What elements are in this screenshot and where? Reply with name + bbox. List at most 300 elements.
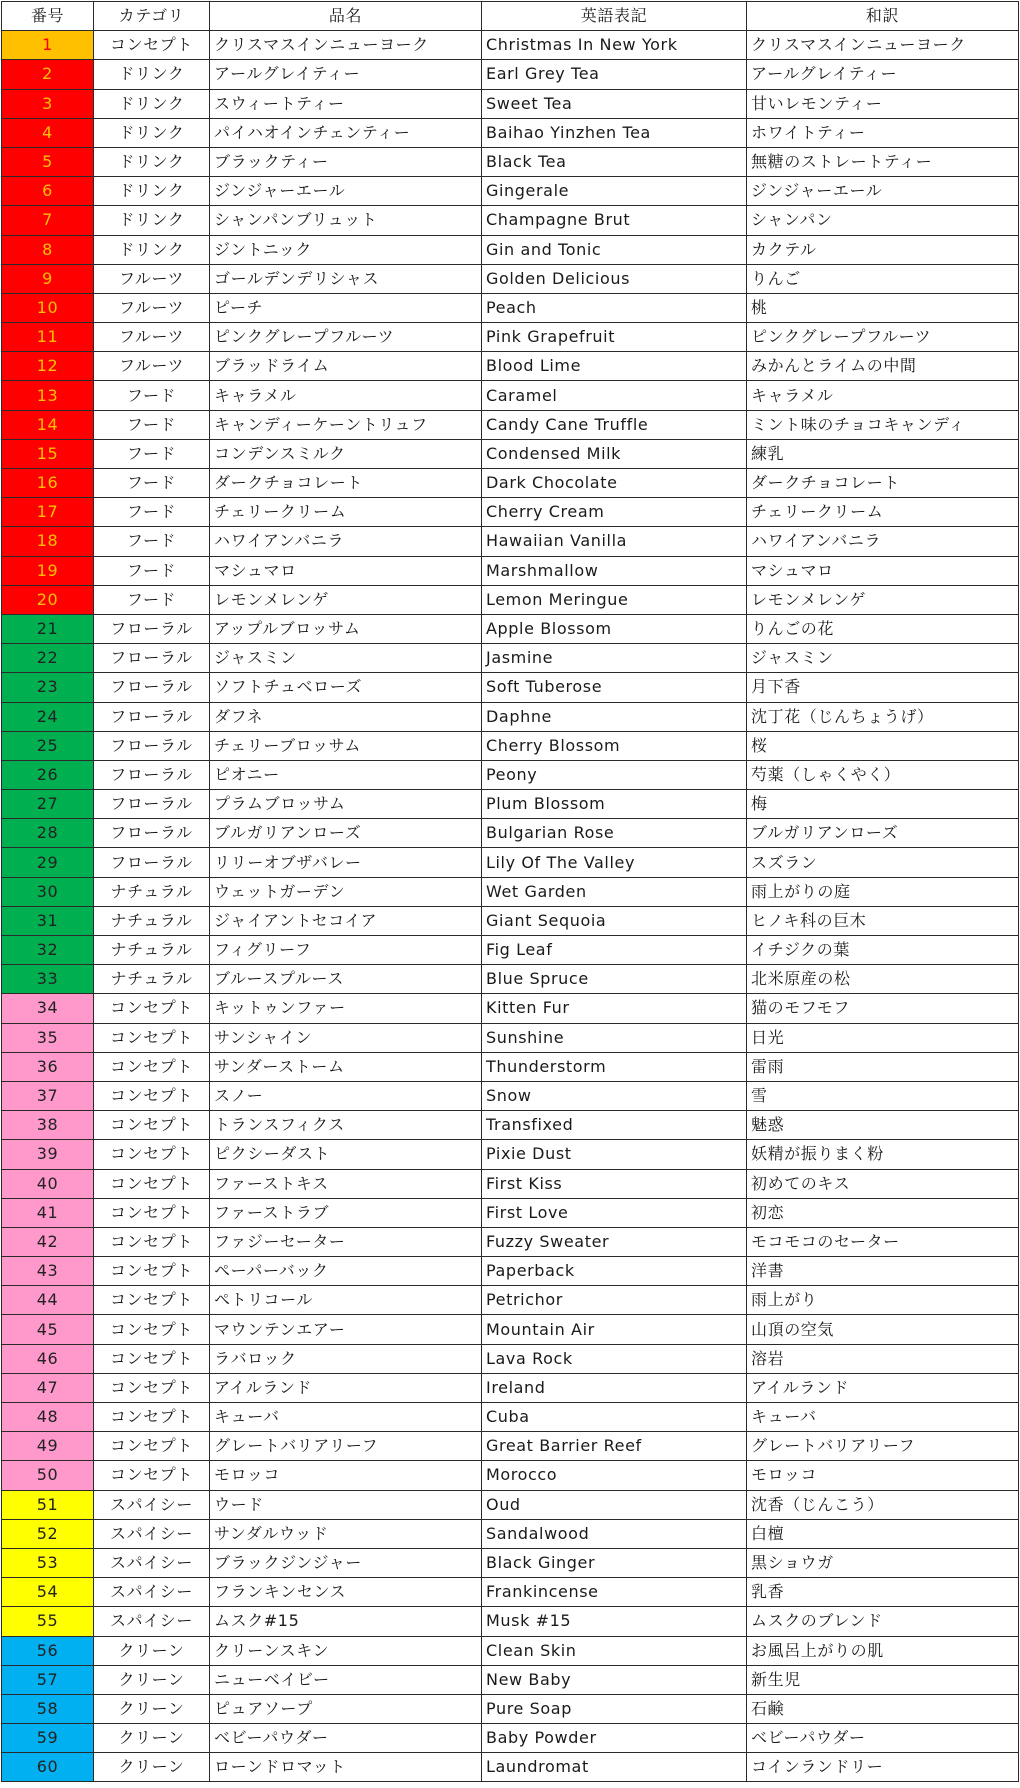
- japanese-translation-cell[interactable]: 練乳: [747, 439, 1019, 468]
- english-name-cell[interactable]: New Baby: [482, 1665, 747, 1694]
- row-number-cell[interactable]: 26: [2, 760, 94, 789]
- header-product-name[interactable]: 品名: [210, 2, 482, 31]
- category-cell[interactable]: コンセプト: [94, 994, 210, 1023]
- row-number-cell[interactable]: 42: [2, 1227, 94, 1256]
- product-name-cell[interactable]: ベビーパウダー: [210, 1724, 482, 1753]
- category-cell[interactable]: コンセプト: [94, 1023, 210, 1052]
- row-number-cell[interactable]: 51: [2, 1490, 94, 1519]
- row-number-cell[interactable]: 44: [2, 1286, 94, 1315]
- japanese-translation-cell[interactable]: 妖精が振りまく粉: [747, 1140, 1019, 1169]
- row-number-cell[interactable]: 50: [2, 1461, 94, 1490]
- product-name-cell[interactable]: チェリーブロッサム: [210, 731, 482, 760]
- row-number-cell[interactable]: 15: [2, 439, 94, 468]
- japanese-translation-cell[interactable]: ブルガリアンローズ: [747, 819, 1019, 848]
- row-number-cell[interactable]: 4: [2, 118, 94, 147]
- english-name-cell[interactable]: Caramel: [482, 381, 747, 410]
- row-number-cell[interactable]: 55: [2, 1607, 94, 1636]
- category-cell[interactable]: スパイシー: [94, 1548, 210, 1577]
- category-cell[interactable]: フローラル: [94, 819, 210, 848]
- row-number-cell[interactable]: 6: [2, 177, 94, 206]
- japanese-translation-cell[interactable]: ヒノキ科の巨木: [747, 906, 1019, 935]
- english-name-cell[interactable]: Pure Soap: [482, 1694, 747, 1723]
- product-name-cell[interactable]: サンシャイン: [210, 1023, 482, 1052]
- english-name-cell[interactable]: Gingerale: [482, 177, 747, 206]
- category-cell[interactable]: コンセプト: [94, 1052, 210, 1081]
- row-number-cell[interactable]: 46: [2, 1344, 94, 1373]
- row-number-cell[interactable]: 18: [2, 527, 94, 556]
- product-name-cell[interactable]: ブルガリアンローズ: [210, 819, 482, 848]
- category-cell[interactable]: ナチュラル: [94, 906, 210, 935]
- category-cell[interactable]: フード: [94, 439, 210, 468]
- product-name-cell[interactable]: ピュアソープ: [210, 1694, 482, 1723]
- row-number-cell[interactable]: 7: [2, 206, 94, 235]
- row-number-cell[interactable]: 54: [2, 1578, 94, 1607]
- japanese-translation-cell[interactable]: キューバ: [747, 1403, 1019, 1432]
- product-name-cell[interactable]: トランスフィクス: [210, 1111, 482, 1140]
- row-number-cell[interactable]: 29: [2, 848, 94, 877]
- japanese-translation-cell[interactable]: ムスクのブレンド: [747, 1607, 1019, 1636]
- category-cell[interactable]: フローラル: [94, 614, 210, 643]
- english-name-cell[interactable]: Peony: [482, 760, 747, 789]
- product-name-cell[interactable]: ウード: [210, 1490, 482, 1519]
- category-cell[interactable]: コンセプト: [94, 1315, 210, 1344]
- japanese-translation-cell[interactable]: ダークチョコレート: [747, 469, 1019, 498]
- product-name-cell[interactable]: ブラッドライム: [210, 352, 482, 381]
- row-number-cell[interactable]: 17: [2, 498, 94, 527]
- product-name-cell[interactable]: ファーストキス: [210, 1169, 482, 1198]
- row-number-cell[interactable]: 37: [2, 1081, 94, 1110]
- product-name-cell[interactable]: シャンパンブリュット: [210, 206, 482, 235]
- english-name-cell[interactable]: Sunshine: [482, 1023, 747, 1052]
- japanese-translation-cell[interactable]: 甘いレモンティー: [747, 89, 1019, 118]
- row-number-cell[interactable]: 58: [2, 1694, 94, 1723]
- product-name-cell[interactable]: レモンメレンゲ: [210, 585, 482, 614]
- category-cell[interactable]: コンセプト: [94, 1344, 210, 1373]
- row-number-cell[interactable]: 13: [2, 381, 94, 410]
- row-number-cell[interactable]: 33: [2, 965, 94, 994]
- row-number-cell[interactable]: 19: [2, 556, 94, 585]
- english-name-cell[interactable]: Blood Lime: [482, 352, 747, 381]
- japanese-translation-cell[interactable]: 桜: [747, 731, 1019, 760]
- japanese-translation-cell[interactable]: 沈丁花（じんちょうげ）: [747, 702, 1019, 731]
- row-number-cell[interactable]: 24: [2, 702, 94, 731]
- japanese-translation-cell[interactable]: ベビーパウダー: [747, 1724, 1019, 1753]
- header-category[interactable]: カテゴリ: [94, 2, 210, 31]
- product-name-cell[interactable]: キューバ: [210, 1403, 482, 1432]
- japanese-translation-cell[interactable]: 猫のモフモフ: [747, 994, 1019, 1023]
- category-cell[interactable]: フローラル: [94, 702, 210, 731]
- product-name-cell[interactable]: キットゥンファー: [210, 994, 482, 1023]
- row-number-cell[interactable]: 11: [2, 323, 94, 352]
- row-number-cell[interactable]: 2: [2, 60, 94, 89]
- product-name-cell[interactable]: ジンジャーエール: [210, 177, 482, 206]
- japanese-translation-cell[interactable]: コインランドリー: [747, 1753, 1019, 1782]
- category-cell[interactable]: クリーン: [94, 1724, 210, 1753]
- english-name-cell[interactable]: Plum Blossom: [482, 790, 747, 819]
- product-name-cell[interactable]: マシュマロ: [210, 556, 482, 585]
- japanese-translation-cell[interactable]: 梅: [747, 790, 1019, 819]
- english-name-cell[interactable]: Petrichor: [482, 1286, 747, 1315]
- japanese-translation-cell[interactable]: 沈香（じんこう）: [747, 1490, 1019, 1519]
- product-name-cell[interactable]: ピーチ: [210, 293, 482, 322]
- product-name-cell[interactable]: ペトリコール: [210, 1286, 482, 1315]
- category-cell[interactable]: コンセプト: [94, 1081, 210, 1110]
- english-name-cell[interactable]: Black Ginger: [482, 1548, 747, 1577]
- category-cell[interactable]: フード: [94, 498, 210, 527]
- japanese-translation-cell[interactable]: クリスマスインニューヨーク: [747, 31, 1019, 60]
- japanese-translation-cell[interactable]: ハワイアンバニラ: [747, 527, 1019, 556]
- japanese-translation-cell[interactable]: 白檀: [747, 1519, 1019, 1548]
- row-number-cell[interactable]: 32: [2, 936, 94, 965]
- row-number-cell[interactable]: 21: [2, 614, 94, 643]
- english-name-cell[interactable]: Great Barrier Reef: [482, 1432, 747, 1461]
- product-name-cell[interactable]: グレートバリアリーフ: [210, 1432, 482, 1461]
- product-name-cell[interactable]: クリーンスキン: [210, 1636, 482, 1665]
- category-cell[interactable]: フローラル: [94, 848, 210, 877]
- english-name-cell[interactable]: Frankincense: [482, 1578, 747, 1607]
- row-number-cell[interactable]: 8: [2, 235, 94, 264]
- japanese-translation-cell[interactable]: 洋書: [747, 1257, 1019, 1286]
- english-name-cell[interactable]: Paperback: [482, 1257, 747, 1286]
- category-cell[interactable]: フード: [94, 556, 210, 585]
- category-cell[interactable]: フード: [94, 410, 210, 439]
- row-number-cell[interactable]: 41: [2, 1198, 94, 1227]
- row-number-cell[interactable]: 3: [2, 89, 94, 118]
- japanese-translation-cell[interactable]: 溶岩: [747, 1344, 1019, 1373]
- row-number-cell[interactable]: 16: [2, 469, 94, 498]
- english-name-cell[interactable]: Jasmine: [482, 644, 747, 673]
- japanese-translation-cell[interactable]: イチジクの葉: [747, 936, 1019, 965]
- english-name-cell[interactable]: Fig Leaf: [482, 936, 747, 965]
- english-name-cell[interactable]: Thunderstorm: [482, 1052, 747, 1081]
- product-name-cell[interactable]: ジャスミン: [210, 644, 482, 673]
- japanese-translation-cell[interactable]: アイルランド: [747, 1373, 1019, 1402]
- japanese-translation-cell[interactable]: キャラメル: [747, 381, 1019, 410]
- english-name-cell[interactable]: Fuzzy Sweater: [482, 1227, 747, 1256]
- english-name-cell[interactable]: Apple Blossom: [482, 614, 747, 643]
- english-name-cell[interactable]: Daphne: [482, 702, 747, 731]
- row-number-cell[interactable]: 38: [2, 1111, 94, 1140]
- product-name-cell[interactable]: サンダーストーム: [210, 1052, 482, 1081]
- category-cell[interactable]: フード: [94, 527, 210, 556]
- japanese-translation-cell[interactable]: アールグレイティー: [747, 60, 1019, 89]
- category-cell[interactable]: スパイシー: [94, 1490, 210, 1519]
- row-number-cell[interactable]: 14: [2, 410, 94, 439]
- english-name-cell[interactable]: Christmas In New York: [482, 31, 747, 60]
- japanese-translation-cell[interactable]: 雨上がりの庭: [747, 877, 1019, 906]
- english-name-cell[interactable]: Champagne Brut: [482, 206, 747, 235]
- japanese-translation-cell[interactable]: モコモコのセーター: [747, 1227, 1019, 1256]
- japanese-translation-cell[interactable]: グレートバリアリーフ: [747, 1432, 1019, 1461]
- english-name-cell[interactable]: Cuba: [482, 1403, 747, 1432]
- category-cell[interactable]: ドリンク: [94, 177, 210, 206]
- japanese-translation-cell[interactable]: りんご: [747, 264, 1019, 293]
- english-name-cell[interactable]: Black Tea: [482, 147, 747, 176]
- category-cell[interactable]: クリーン: [94, 1665, 210, 1694]
- product-name-cell[interactable]: ジントニック: [210, 235, 482, 264]
- category-cell[interactable]: コンセプト: [94, 1227, 210, 1256]
- product-name-cell[interactable]: ブラックジンジャー: [210, 1548, 482, 1577]
- product-name-cell[interactable]: ハワイアンバニラ: [210, 527, 482, 556]
- row-number-cell[interactable]: 9: [2, 264, 94, 293]
- category-cell[interactable]: コンセプト: [94, 1257, 210, 1286]
- category-cell[interactable]: ドリンク: [94, 60, 210, 89]
- english-name-cell[interactable]: Cherry Cream: [482, 498, 747, 527]
- japanese-translation-cell[interactable]: 山頂の空気: [747, 1315, 1019, 1344]
- english-name-cell[interactable]: Snow: [482, 1081, 747, 1110]
- category-cell[interactable]: フード: [94, 585, 210, 614]
- product-name-cell[interactable]: フランキンセンス: [210, 1578, 482, 1607]
- category-cell[interactable]: フルーツ: [94, 293, 210, 322]
- english-name-cell[interactable]: Laundromat: [482, 1753, 747, 1782]
- japanese-translation-cell[interactable]: 桃: [747, 293, 1019, 322]
- japanese-translation-cell[interactable]: りんごの花: [747, 614, 1019, 643]
- japanese-translation-cell[interactable]: 北米原産の松: [747, 965, 1019, 994]
- category-cell[interactable]: コンセプト: [94, 1403, 210, 1432]
- product-name-cell[interactable]: ダフネ: [210, 702, 482, 731]
- product-name-cell[interactable]: キャンディーケーントリュフ: [210, 410, 482, 439]
- english-name-cell[interactable]: Kitten Fur: [482, 994, 747, 1023]
- row-number-cell[interactable]: 12: [2, 352, 94, 381]
- product-name-cell[interactable]: フィグリーフ: [210, 936, 482, 965]
- row-number-cell[interactable]: 36: [2, 1052, 94, 1081]
- row-number-cell[interactable]: 53: [2, 1548, 94, 1577]
- product-name-cell[interactable]: アイルランド: [210, 1373, 482, 1402]
- product-name-cell[interactable]: ピオニー: [210, 760, 482, 789]
- product-name-cell[interactable]: モロッコ: [210, 1461, 482, 1490]
- row-number-cell[interactable]: 20: [2, 585, 94, 614]
- product-name-cell[interactable]: スウィートティー: [210, 89, 482, 118]
- category-cell[interactable]: クリーン: [94, 1753, 210, 1782]
- category-cell[interactable]: ドリンク: [94, 118, 210, 147]
- product-name-cell[interactable]: ウェットガーデン: [210, 877, 482, 906]
- product-name-cell[interactable]: サンダルウッド: [210, 1519, 482, 1548]
- english-name-cell[interactable]: Transfixed: [482, 1111, 747, 1140]
- category-cell[interactable]: ドリンク: [94, 235, 210, 264]
- row-number-cell[interactable]: 34: [2, 994, 94, 1023]
- english-name-cell[interactable]: Pixie Dust: [482, 1140, 747, 1169]
- row-number-cell[interactable]: 31: [2, 906, 94, 935]
- japanese-translation-cell[interactable]: モロッコ: [747, 1461, 1019, 1490]
- header-number[interactable]: 番号: [2, 2, 94, 31]
- japanese-translation-cell[interactable]: 雪: [747, 1081, 1019, 1110]
- category-cell[interactable]: スパイシー: [94, 1578, 210, 1607]
- row-number-cell[interactable]: 35: [2, 1023, 94, 1052]
- category-cell[interactable]: コンセプト: [94, 1286, 210, 1315]
- product-name-cell[interactable]: ファーストラブ: [210, 1198, 482, 1227]
- category-cell[interactable]: スパイシー: [94, 1519, 210, 1548]
- japanese-translation-cell[interactable]: ミント味のチョコキャンディ: [747, 410, 1019, 439]
- japanese-translation-cell[interactable]: 初めてのキス: [747, 1169, 1019, 1198]
- english-name-cell[interactable]: Sweet Tea: [482, 89, 747, 118]
- row-number-cell[interactable]: 49: [2, 1432, 94, 1461]
- header-english-name[interactable]: 英語表記: [482, 2, 747, 31]
- product-name-cell[interactable]: プラムブロッサム: [210, 790, 482, 819]
- english-name-cell[interactable]: Gin and Tonic: [482, 235, 747, 264]
- category-cell[interactable]: コンセプト: [94, 1169, 210, 1198]
- row-number-cell[interactable]: 60: [2, 1753, 94, 1782]
- product-name-cell[interactable]: リリーオブザバレー: [210, 848, 482, 877]
- row-number-cell[interactable]: 43: [2, 1257, 94, 1286]
- category-cell[interactable]: コンセプト: [94, 1432, 210, 1461]
- english-name-cell[interactable]: Pink Grapefruit: [482, 323, 747, 352]
- product-name-cell[interactable]: アップルブロッサム: [210, 614, 482, 643]
- row-number-cell[interactable]: 40: [2, 1169, 94, 1198]
- english-name-cell[interactable]: Lava Rock: [482, 1344, 747, 1373]
- japanese-translation-cell[interactable]: チェリークリーム: [747, 498, 1019, 527]
- row-number-cell[interactable]: 52: [2, 1519, 94, 1548]
- english-name-cell[interactable]: Ireland: [482, 1373, 747, 1402]
- product-name-cell[interactable]: パイハオインチェンティー: [210, 118, 482, 147]
- category-cell[interactable]: コンセプト: [94, 1373, 210, 1402]
- japanese-translation-cell[interactable]: 月下香: [747, 673, 1019, 702]
- japanese-translation-cell[interactable]: ピンクグレープフルーツ: [747, 323, 1019, 352]
- english-name-cell[interactable]: Marshmallow: [482, 556, 747, 585]
- japanese-translation-cell[interactable]: 魅惑: [747, 1111, 1019, 1140]
- japanese-translation-cell[interactable]: ホワイトティー: [747, 118, 1019, 147]
- english-name-cell[interactable]: Condensed Milk: [482, 439, 747, 468]
- category-cell[interactable]: ドリンク: [94, 206, 210, 235]
- english-name-cell[interactable]: Bulgarian Rose: [482, 819, 747, 848]
- row-number-cell[interactable]: 45: [2, 1315, 94, 1344]
- category-cell[interactable]: ナチュラル: [94, 965, 210, 994]
- category-cell[interactable]: フード: [94, 469, 210, 498]
- row-number-cell[interactable]: 1: [2, 31, 94, 60]
- category-cell[interactable]: ドリンク: [94, 147, 210, 176]
- product-name-cell[interactable]: ピクシーダスト: [210, 1140, 482, 1169]
- english-name-cell[interactable]: Lily Of The Valley: [482, 848, 747, 877]
- japanese-translation-cell[interactable]: 石鹸: [747, 1694, 1019, 1723]
- product-name-cell[interactable]: ゴールデンデリシャス: [210, 264, 482, 293]
- category-cell[interactable]: フローラル: [94, 790, 210, 819]
- product-name-cell[interactable]: スノー: [210, 1081, 482, 1110]
- english-name-cell[interactable]: Oud: [482, 1490, 747, 1519]
- japanese-translation-cell[interactable]: カクテル: [747, 235, 1019, 264]
- product-name-cell[interactable]: ローンドロマット: [210, 1753, 482, 1782]
- row-number-cell[interactable]: 56: [2, 1636, 94, 1665]
- english-name-cell[interactable]: Baby Powder: [482, 1724, 747, 1753]
- product-name-cell[interactable]: アールグレイティー: [210, 60, 482, 89]
- english-name-cell[interactable]: Soft Tuberose: [482, 673, 747, 702]
- product-name-cell[interactable]: ブルースプルース: [210, 965, 482, 994]
- japanese-translation-cell[interactable]: ジャスミン: [747, 644, 1019, 673]
- category-cell[interactable]: コンセプト: [94, 31, 210, 60]
- row-number-cell[interactable]: 5: [2, 147, 94, 176]
- product-name-cell[interactable]: キャラメル: [210, 381, 482, 410]
- japanese-translation-cell[interactable]: みかんとライムの中間: [747, 352, 1019, 381]
- category-cell[interactable]: フルーツ: [94, 264, 210, 293]
- english-name-cell[interactable]: Musk #15: [482, 1607, 747, 1636]
- product-name-cell[interactable]: クリスマスインニューヨーク: [210, 31, 482, 60]
- category-cell[interactable]: フローラル: [94, 731, 210, 760]
- category-cell[interactable]: スパイシー: [94, 1607, 210, 1636]
- japanese-translation-cell[interactable]: スズラン: [747, 848, 1019, 877]
- english-name-cell[interactable]: Clean Skin: [482, 1636, 747, 1665]
- category-cell[interactable]: ナチュラル: [94, 936, 210, 965]
- category-cell[interactable]: コンセプト: [94, 1140, 210, 1169]
- english-name-cell[interactable]: Golden Delicious: [482, 264, 747, 293]
- row-number-cell[interactable]: 25: [2, 731, 94, 760]
- category-cell[interactable]: コンセプト: [94, 1111, 210, 1140]
- english-name-cell[interactable]: Mountain Air: [482, 1315, 747, 1344]
- category-cell[interactable]: クリーン: [94, 1636, 210, 1665]
- row-number-cell[interactable]: 28: [2, 819, 94, 848]
- japanese-translation-cell[interactable]: 乳香: [747, 1578, 1019, 1607]
- row-number-cell[interactable]: 30: [2, 877, 94, 906]
- japanese-translation-cell[interactable]: 初恋: [747, 1198, 1019, 1227]
- category-cell[interactable]: クリーン: [94, 1694, 210, 1723]
- row-number-cell[interactable]: 39: [2, 1140, 94, 1169]
- english-name-cell[interactable]: Candy Cane Truffle: [482, 410, 747, 439]
- product-name-cell[interactable]: ジャイアントセコイア: [210, 906, 482, 935]
- product-name-cell[interactable]: チェリークリーム: [210, 498, 482, 527]
- product-name-cell[interactable]: ダークチョコレート: [210, 469, 482, 498]
- product-name-cell[interactable]: ムスク#15: [210, 1607, 482, 1636]
- japanese-translation-cell[interactable]: マシュマロ: [747, 556, 1019, 585]
- product-name-cell[interactable]: マウンテンエアー: [210, 1315, 482, 1344]
- row-number-cell[interactable]: 10: [2, 293, 94, 322]
- category-cell[interactable]: フローラル: [94, 644, 210, 673]
- japanese-translation-cell[interactable]: 芍薬（しゃくやく）: [747, 760, 1019, 789]
- japanese-translation-cell[interactable]: 無糖のストレートティー: [747, 147, 1019, 176]
- category-cell[interactable]: フルーツ: [94, 352, 210, 381]
- japanese-translation-cell[interactable]: 雷雨: [747, 1052, 1019, 1081]
- product-name-cell[interactable]: ブラックティー: [210, 147, 482, 176]
- english-name-cell[interactable]: First Love: [482, 1198, 747, 1227]
- english-name-cell[interactable]: Cherry Blossom: [482, 731, 747, 760]
- category-cell[interactable]: コンセプト: [94, 1461, 210, 1490]
- english-name-cell[interactable]: Hawaiian Vanilla: [482, 527, 747, 556]
- english-name-cell[interactable]: Lemon Meringue: [482, 585, 747, 614]
- english-name-cell[interactable]: Sandalwood: [482, 1519, 747, 1548]
- row-number-cell[interactable]: 59: [2, 1724, 94, 1753]
- product-name-cell[interactable]: ラバロック: [210, 1344, 482, 1373]
- english-name-cell[interactable]: Giant Sequoia: [482, 906, 747, 935]
- japanese-translation-cell[interactable]: レモンメレンゲ: [747, 585, 1019, 614]
- english-name-cell[interactable]: Morocco: [482, 1461, 747, 1490]
- row-number-cell[interactable]: 27: [2, 790, 94, 819]
- english-name-cell[interactable]: Peach: [482, 293, 747, 322]
- japanese-translation-cell[interactable]: 黒ショウガ: [747, 1548, 1019, 1577]
- japanese-translation-cell[interactable]: お風呂上がりの肌: [747, 1636, 1019, 1665]
- english-name-cell[interactable]: First Kiss: [482, 1169, 747, 1198]
- japanese-translation-cell[interactable]: 日光: [747, 1023, 1019, 1052]
- product-name-cell[interactable]: ファジーセーター: [210, 1227, 482, 1256]
- english-name-cell[interactable]: Earl Grey Tea: [482, 60, 747, 89]
- row-number-cell[interactable]: 23: [2, 673, 94, 702]
- header-japanese-translation[interactable]: 和訳: [747, 2, 1019, 31]
- english-name-cell[interactable]: Blue Spruce: [482, 965, 747, 994]
- japanese-translation-cell[interactable]: 雨上がり: [747, 1286, 1019, 1315]
- row-number-cell[interactable]: 47: [2, 1373, 94, 1402]
- row-number-cell[interactable]: 22: [2, 644, 94, 673]
- category-cell[interactable]: フローラル: [94, 673, 210, 702]
- category-cell[interactable]: ナチュラル: [94, 877, 210, 906]
- product-name-cell[interactable]: ニューベイビー: [210, 1665, 482, 1694]
- product-name-cell[interactable]: ペーパーバック: [210, 1257, 482, 1286]
- english-name-cell[interactable]: Wet Garden: [482, 877, 747, 906]
- english-name-cell[interactable]: Dark Chocolate: [482, 469, 747, 498]
- product-name-cell[interactable]: コンデンスミルク: [210, 439, 482, 468]
- category-cell[interactable]: フローラル: [94, 760, 210, 789]
- category-cell[interactable]: コンセプト: [94, 1198, 210, 1227]
- product-name-cell[interactable]: ピンクグレープフルーツ: [210, 323, 482, 352]
- japanese-translation-cell[interactable]: ジンジャーエール: [747, 177, 1019, 206]
- row-number-cell[interactable]: 48: [2, 1403, 94, 1432]
- category-cell[interactable]: ドリンク: [94, 89, 210, 118]
- product-name-cell[interactable]: ソフトチュベローズ: [210, 673, 482, 702]
- japanese-translation-cell[interactable]: 新生児: [747, 1665, 1019, 1694]
